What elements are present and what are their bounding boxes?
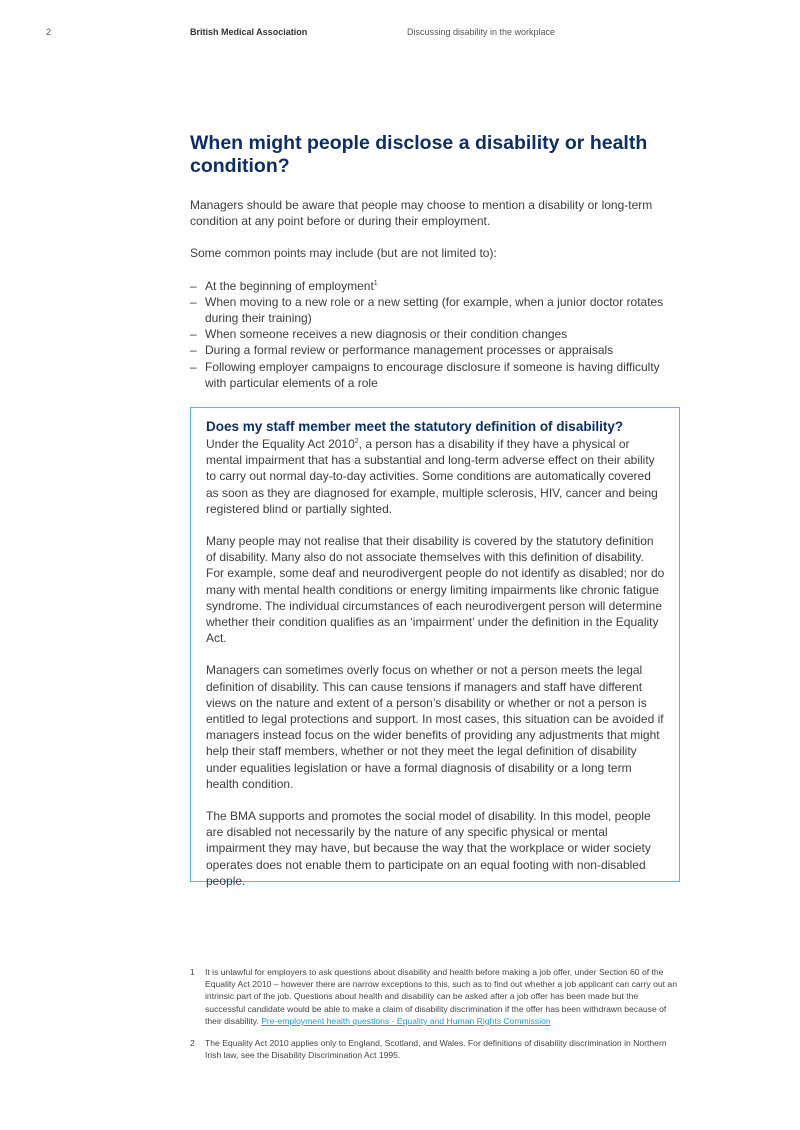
page-header (0, 27, 800, 41)
list-intro: Some common points may include (but are not limited to): (190, 246, 497, 261)
callout-paragraph: The BMA supports and promotes the social model of disability. In this model, people are disabled not necessarily by the nature of any specific physical or mental impairment they may have, but because the way that the workplace or wider society operates does not enable them to participate on an equal footing with non-disabled people. (206, 809, 651, 888)
callout-paragraph: Managers can sometimes overly focus on whether or not a person meets the legal definition of disability. This can cause tensions if managers and staff have different views on the nature and extent of a person’s disability or whether or not a person is entitled to legal protections and support. In most cases, this situation can be avoided if managers instead focus on the wider benefits of providing any adjustments that might help their staff members, whether or not they meet the legal definition of disability under equalities legislation or have a formal diagnosis of disability or a long term health condition. (206, 663, 664, 791)
section-heading: When might people disclose a disability or health condition? (190, 132, 648, 177)
document-title: Discussing disability in the workplace (407, 27, 556, 37)
list-item: – At the beginning of employment$^1$ (190, 278, 680, 294)
footnote-ref: 2 (354, 438, 359, 445)
footnote-text: The Equality Act 2010 applies only to England, Scotland, and Wales. For definitions of disability discrimination in Northern Irish law, see the Disability Discrimination Act 1995. (205, 1038, 667, 1061)
footnote-number: 2 (190, 1038, 195, 1049)
list-item: – When someone receives a new diagnosis or their condition changes (190, 326, 680, 342)
list-item: – Following employer campaigns to encourage disclosure if someone is having difficulty with particular elements of a role (190, 359, 680, 391)
disclosure-points-list (190, 278, 680, 391)
callout-paragraph: Under the Equality Act 2010$^2$, a person has a disability if they have a physical or mental impairment that has a substantial and long-term adverse effect on their ability to carry out normal day-to-day activities. Some conditions are automatically covered as soon as they are diagnosed for example, multiple sclerosis, HIV, cancer and being registered blind or partially sighted. (206, 437, 658, 516)
list-item: – When moving to a new role or a new setting (for example, when a junior doctor rotates during their training) (190, 294, 680, 326)
footnote-ref: 1 (373, 279, 378, 287)
organisation-name: British Medical Association (190, 27, 308, 37)
footnote-number: 1 (190, 967, 195, 977)
footnote (190, 966, 680, 1027)
page-number: 2 (46, 27, 52, 37)
list-item: – During a formal review or performance management processes or appraisals (190, 342, 680, 358)
footnote-text: It is unlawful for employers to ask questions about disability and health before making a job offer, under Section 60 of the Equality Act 2010 – however there are narrow exceptions to this, such as to find out whether a job applicant can carry out an intrinsic part of the job. Questions about health and disability can be asked after a job offer has been made but the successful candidate would be able to make a claim of disability discrimination if the offer has been withdrawn because of their disability. (205, 967, 677, 1026)
footnotes (190, 966, 680, 1071)
intro-paragraph: Managers should be aware that people may choose to mention a disability or long-term condition at any point before or during their employment. (190, 198, 653, 229)
ehrc-link[interactable]: Pre-employment health questions - Equality and Human Rights Commission (261, 1015, 551, 1026)
footnote (190, 1037, 680, 1061)
main-content (190, 132, 680, 391)
callout-heading: Does my staff member meet the statutory definition of disability? (206, 419, 624, 434)
callout-paragraph: Many people may not realise that their disability is covered by the statutory definition of disability. Many also do not associate themselves with this definition of disability. For example, some deaf and neurodivergent people do not identify as disabled; nor do many with mental health conditions or energy limiting impairments like chronic fatigue syndrome. The individual circumstances of each neurodivergent person will determine whether their condition qualifies as an ‘impairment’ under the definition in the Equality Act. (206, 534, 665, 646)
definition-callout-box (190, 407, 680, 888)
